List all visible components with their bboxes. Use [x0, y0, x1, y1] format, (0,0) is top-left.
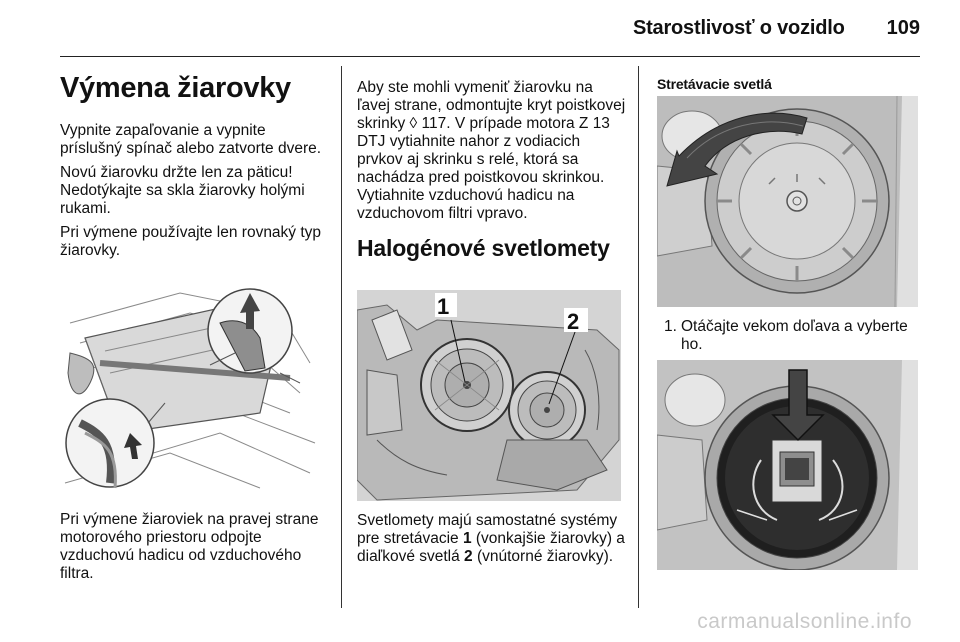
page-header [633, 17, 920, 40]
paragraph: Pri výmene používajte len rovnaký typ žiarovky. [60, 224, 322, 259]
engine-bay-illustration [60, 283, 322, 495]
step-number: 1. [664, 318, 677, 335]
headlamp-illustration [357, 290, 621, 501]
header-rule [60, 56, 920, 57]
header-title: Starostlivosť o vozidlo [632, 17, 845, 39]
paragraph: Novú žiarovku držte len za päticu! Nedotýkajte sa skla žiarovky holými rukami. [60, 164, 305, 217]
section-heading: Výmena žiarovky [60, 72, 291, 104]
caption-text: Svetlomety majú samostatné systémy pre stretávacie [357, 512, 618, 547]
step-text: Otáčajte vekom doľava a vyberte [681, 318, 908, 335]
page-number: 109 [886, 17, 920, 39]
paragraph: Vypnite zapaľovanie a vypnite príslušný spínač alebo zatvorte dvere. [60, 122, 322, 157]
caption-text: (vonkajšie žiarovky) a diaľkové svetlá [357, 530, 625, 565]
callout-label-1: 1 [437, 294, 450, 319]
figure-caption: Pri výmene žiaroviek na pravej strane motorového priestoru odpojte vzduchovú hadicu od vzduchového filtra. [60, 511, 319, 582]
step-text-continued: ho. [681, 336, 703, 353]
figure-caption [357, 512, 629, 566]
subsection-heading: Halogénové svetlomety [357, 235, 610, 261]
column-divider-2 [638, 66, 639, 608]
paragraph-text: 117. V prípade motora Z 13 DTJ vytiahnite nahor z vodiacich prvkov aj skrinku s relé, ktorá sa nachádza pred poistkovou skrinkou. Vytiahnite vzduchovú hadicu na vzduchovom filtri vpravo. [357, 115, 610, 222]
watermark: carmanualsonline.info [697, 610, 912, 633]
paragraph [357, 79, 629, 223]
bulb-removal-illustration [657, 360, 918, 570]
callout-ref-1: 1 [462, 530, 472, 547]
paragraph-text: Aby ste mohli vymeniť žiarovku na ľavej strane, odmontujte kryt poistkovej skrinky [357, 79, 626, 132]
column-divider-1 [341, 66, 342, 608]
col1-text [60, 122, 330, 266]
caption-text: (vnútorné žiarovky). [472, 548, 614, 565]
col2-text [357, 79, 629, 281]
instruction-step [664, 318, 922, 354]
low-beam-cap-illustration [657, 96, 918, 307]
subsection-heading: Stretávacie svetlá [657, 76, 772, 92]
callout-ref-2: 2 [464, 548, 473, 565]
callout-label-2: 2 [567, 309, 580, 334]
page-reference-triangle-icon[interactable]: ◊ [409, 115, 418, 132]
